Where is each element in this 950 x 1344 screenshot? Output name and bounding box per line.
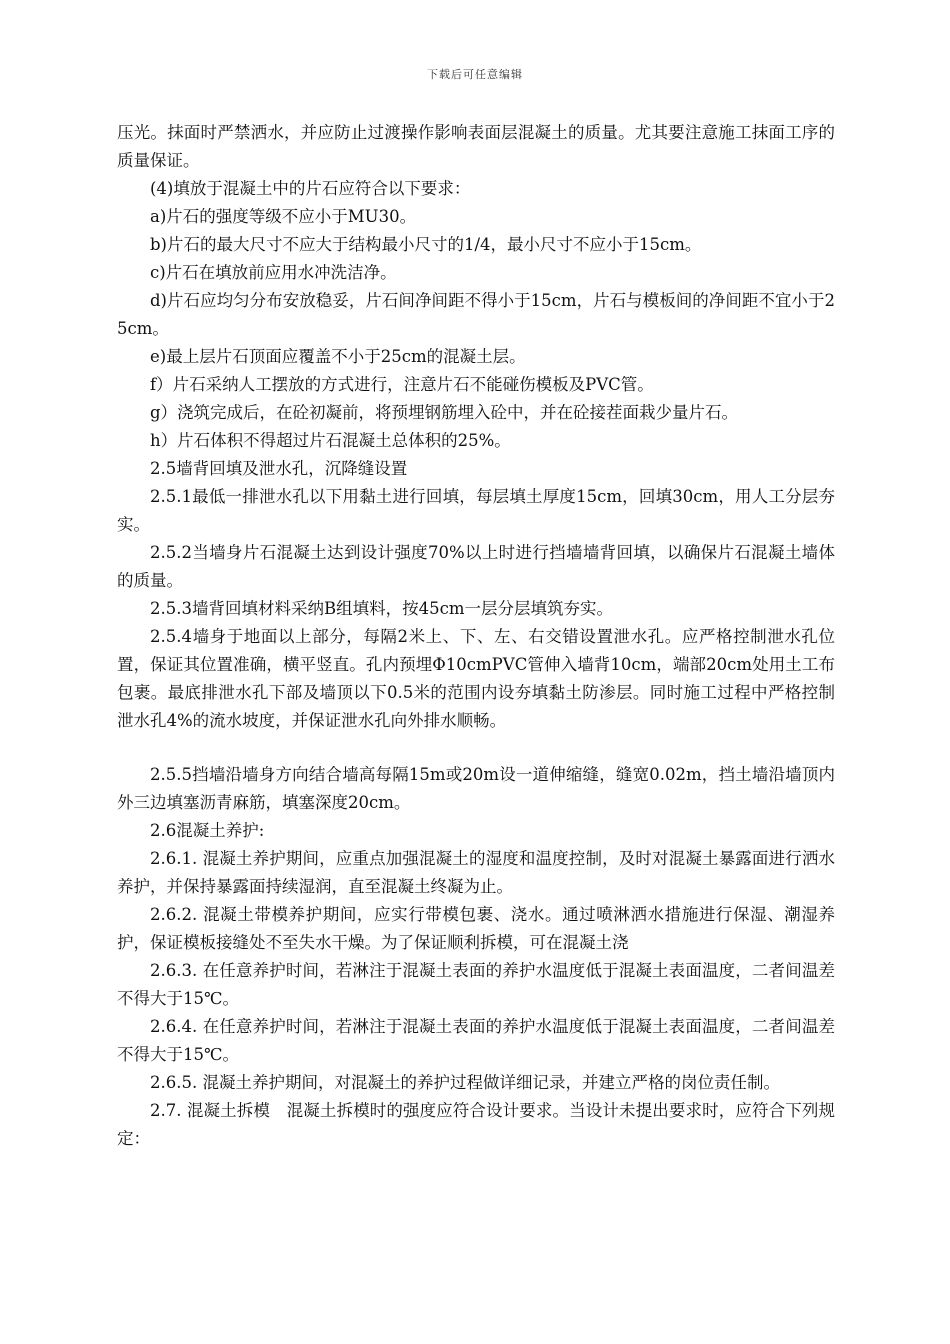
paragraph-2: (4)填放于混凝土中的片石应符合以下要求： — [150, 179, 471, 198]
page-header: 下载后可任意编辑 — [427, 68, 523, 81]
paragraph-4: b)片石的最大尺寸不应大于结构最小尺寸的1/4，最小尺寸不应小于15cm。 — [150, 235, 702, 254]
paragraph-8: f）片石采纳人工摆放的方式进行，注意片石不能碰伤模板及PVC管。 — [150, 375, 654, 394]
paragraph-1: 压光。抹面时严禁洒水，并应防止过渡操作影响表面层混凝土的质量。尤其要注意施工抹面工序的质量保证。 — [117, 123, 835, 170]
paragraph-2-6-1: 2.6.1. 混凝土养护期间，应重点加强混凝土的湿度和温度控制，及时对混凝土暴露面进行洒水养护，并保持暴露面持续湿润，直至混凝土终凝为止。 — [117, 849, 835, 896]
paragraph-2-5-4: 2.5.4墙身于地面以上部分，每隔2米上、下、左、右交错设置泄水孔。应严格控制泄水孔位置，保证其位置准确，横平竖直。孔内预埋Φ10cmPVC管伸入墙背10cm，端部20cm处用土工布包裹。最底排泄水孔下部及墙顶以下0.5米的范围内设夯填黏土防渗层。同时施工过程中严格控制泄水孔4%的流水坡度，并保证泄水孔向外排水顺畅。 — [117, 627, 835, 730]
paragraph-9: g）浇筑完成后，在砼初凝前，将预埋钢筋埋入砼中，并在砼接茬面栽少量片石。 — [150, 403, 739, 422]
paragraph-2-5-1: 2.5.1最低一排泄水孔以下用黏土进行回填，每层填土厚度15cm，回填30cm，用人工分层夯实。 — [117, 487, 835, 534]
section-heading-2-5: 2.5墙背回填及泄水孔，沉降缝设置 — [150, 459, 408, 478]
paragraph-6: d)片石应均匀分布安放稳妥，片石间净间距不得小于15cm，片石与模板间的净间距不宜小于25cm。 — [117, 291, 835, 338]
document-body — [117, 119, 835, 1153]
paragraph-2-5-3: 2.5.3墙背回填材料采纳B组填料，按45cm一层分层填筑夯实。 — [150, 599, 613, 618]
paragraph-3: a)片石的强度等级不应小于MU30。 — [150, 207, 417, 226]
paragraph-2-5-2: 2.5.2当墙身片石混凝土达到设计强度70%以上时进行挡墙墙背回填，以确保片石混凝土墙体的质量。 — [117, 543, 835, 590]
paragraph-2-6-4: 2.6.4. 在任意养护时间，若淋注于混凝土表面的养护水温度低于混凝土表面温度，二者间温差不得大于15℃。 — [117, 1017, 835, 1064]
paragraph-5: c)片石在填放前应用水冲洗洁净。 — [150, 263, 397, 282]
paragraph-2-7: 2.7. 混凝土拆模 混凝土拆模时的强度应符合设计要求。当设计未提出要求时，应符合下列规定： — [117, 1101, 835, 1148]
paragraph-2-5-5: 2.5.5挡墙沿墙身方向结合墙高每隔15m或20m设一道伸缩缝，缝宽0.02m，挡土墙沿墙顶内外三边填塞沥青麻筋，填塞深度20cm。 — [117, 765, 835, 812]
paragraph-2-6-5: 2.6.5. 混凝土养护期间，对混凝土的养护过程做详细记录，并建立严格的岗位责任制。 — [150, 1073, 780, 1092]
section-heading-2-6: 2.6混凝土养护: — [150, 821, 265, 840]
paragraph-10: h）片石体积不得超过片石混凝土总体积的25%。 — [150, 431, 511, 450]
paragraph-2-6-2: 2.6.2. 混凝土带模养护期间，应实行带模包裹、浇水。通过喷淋洒水措施进行保湿、潮湿养护，保证模板接缝处不至失水干燥。为了保证顺利拆模，可在混凝土浇 — [117, 905, 835, 952]
paragraph-7: e)最上层片石顶面应覆盖不小于25cm的混凝土层。 — [150, 347, 526, 366]
paragraph-gap — [117, 735, 835, 761]
paragraph-2-6-3: 2.6.3. 在任意养护时间，若淋注于混凝土表面的养护水温度低于混凝土表面温度，二者间温差不得大于15℃。 — [117, 961, 835, 1008]
